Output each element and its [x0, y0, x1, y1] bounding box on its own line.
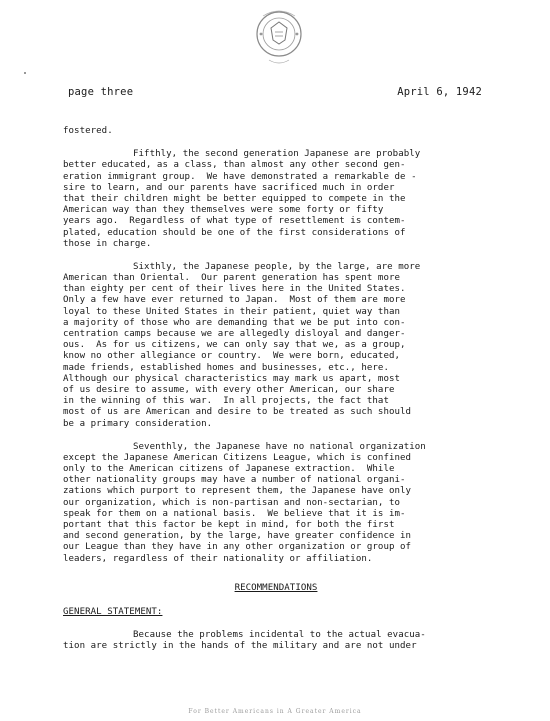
text-line: speak for them on a national basis. We believe that it is im- [63, 508, 406, 519]
text-line: eration immigrant group. We have demonstrated a remarkable de - [63, 171, 417, 182]
text-line: portant that this factor be kept in mind, for both the first [63, 520, 395, 530]
text-line: those in charge. [63, 238, 152, 249]
page-number: page three [68, 86, 134, 98]
letter-date: April 6, 1942 [397, 86, 482, 98]
text-line: ous. As for us citizens, we can only say that we, as a group, [63, 340, 406, 351]
paragraph [63, 262, 489, 430]
text-line: American than Oriental. Our parent generation has spent more [63, 273, 401, 284]
text-line: Only a few have ever returned to Japan. Most of them are more [63, 295, 406, 306]
text-line: sire to learn, and our parents have sacrificed much in order [63, 182, 395, 193]
text-line: zations which purport to represent them, the Japanese have only [63, 486, 412, 497]
text-line: years ago. Regardless of what type of resettlement is contem- [63, 216, 406, 227]
text-line: Although our physical characteristics may mark us apart, most [63, 373, 401, 384]
text-line: Sixthly, the Japanese people, by the large, are more [133, 261, 421, 272]
paragraph [63, 442, 489, 565]
paragraph [63, 149, 489, 250]
text-line: except the Japanese American Citizens League, which is confined [63, 452, 412, 463]
text-line: our League than they have in any other organization or group of [63, 542, 412, 553]
text-line: leaders, regardless of their nationality or affiliation. [63, 553, 373, 564]
text-line: of us desire to assume, with every other American, our share [63, 384, 395, 395]
text-line: know no other allegiance or country. We were born, educated, [63, 351, 401, 362]
seal-emblem-icon [249, 4, 309, 68]
text-line: in the winning of this war. In all projects, the fact that [63, 396, 389, 407]
text-line: loyal to these United States in their patient, quiet way than [63, 306, 401, 317]
text-line: made friends, established homes and businesses, etc., here. [63, 362, 389, 373]
text-line: fostered. [63, 126, 113, 136]
paragraph [63, 126, 489, 137]
letter-body [63, 126, 489, 653]
text-line: our organization, which is non-partisan and non-sectarian, to [63, 497, 401, 508]
text-line: be a primary consideration. [63, 418, 213, 429]
text-line: most of us are American and desire to be treated as such should [63, 407, 412, 418]
text-line: Seventhly, the Japanese have no national organization [133, 441, 426, 452]
general-statement-heading: GENERAL STATEMENT: [63, 606, 163, 617]
footer-motto: For Better Americans in A Greater America [188, 708, 362, 715]
text-line: tion are strictly in the hands of the military and are not under [63, 641, 417, 652]
text-line: other nationality groups may have a number of national organi- [63, 475, 406, 486]
text-line: centration camps because we are allegedly disloyal and danger- [63, 329, 406, 339]
text-line: plated, education should be one of the first considerations of [63, 227, 406, 238]
text-line: and second generation, by the large, have greater confidence in [63, 531, 412, 542]
text-line: American way than they themselves were some forty or fifty [63, 205, 384, 216]
recommendations-heading: RECOMMENDATIONS [234, 582, 318, 593]
paragraph [63, 630, 489, 652]
text-line: a majority of those who are demanding that we be put into con- [63, 317, 406, 328]
text-line: only to the American citizens of Japanese extraction. While [63, 464, 395, 475]
text-line: better educated, as a class, than almost any other second gen- [63, 160, 406, 171]
text-line: Fifthly, the second generation Japanese are probably [133, 149, 421, 160]
text-line: that their children might be better equipped to compete in the [63, 193, 406, 204]
scan-speck [24, 72, 26, 74]
text-line: than eighty per cent of their lives here in the United States. [63, 284, 406, 295]
text-line: Because the problems incidental to the actual evacua- [133, 630, 426, 641]
